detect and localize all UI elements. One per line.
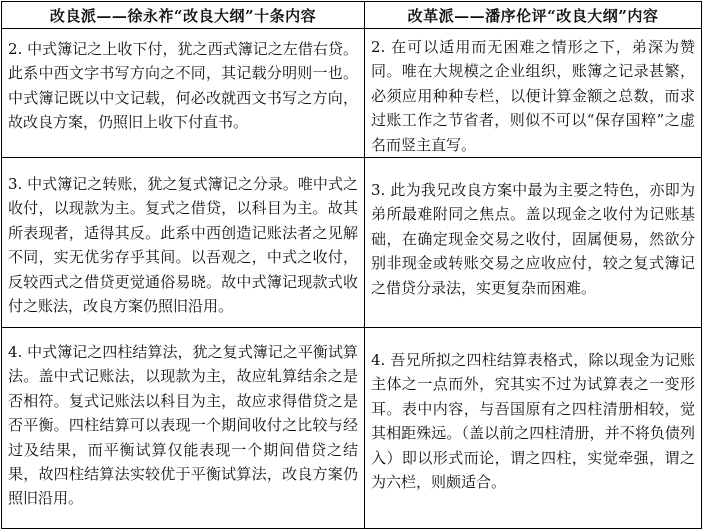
row-4-pan-text: 4. 吾兄所拟之四柱结算表格式，除以现金为记账主体之一点而外，究其实不过为试算表之一变形耳。表中内容，与吾国原有之四柱清册相较，觉其相距殊远。（盖以前之四柱清册，并不将负债列入）即以形式而论，谓之四柱，实觉牵强，谓之为六栏，则颇适合。 — [371, 351, 695, 492]
row-3-pan-text: 3. 此为我兄改良方案中最为主要之特色，亦即为弟所最难附同之焦点。盖以现金之收付为记账基础，在确定现金交易之收付，固属便易，然欲分别非现金或转账交易之应收应付，较之复式簿记之借贷分录法，实更复杂而困难。 — [371, 181, 695, 297]
row-4-xu-cell — [2, 328, 365, 529]
table-row — [2, 29, 702, 158]
row-2-pan-cell — [365, 29, 702, 158]
row-4-pan-cell — [365, 328, 702, 529]
table-row — [2, 158, 702, 328]
row-2-pan-text: 2. 在可以适用而无困难之情形之下，弟深为赞同。唯在大规模之企业组织，账簿之记录甚繁，必须应用种种专栏，以便计算金额之总数，而求过账工作之节省者，则似不可以“保存国粹”之虚名而竖主直写。 — [371, 38, 695, 154]
row-2-xu-cell — [2, 29, 365, 158]
header-reform-faction-xu: 改良派——徐永祚“改良大纲”十条内容 — [2, 2, 365, 29]
row-2-xu-text: 2. 中式簿记之上收下付，犹之西式簿记之左借右贷。此系中西文字书写方向之不同，其记载分明则一也。中式簿记既以中文记载，何必改就西文书写之方向，故改良方案，仍照旧上收下付直书。 — [8, 40, 358, 132]
row-3-xu-text: 3. 中式簿记之转账，犹之复式簿记之分录。唯中式之收付，以现款为主。复式之借贷，以科目为主。故其所表现者，适得其反。此系中西创造记账法者之见解不同，实无优劣存乎其间。以吾观之，中式之收付，反较西式之借贷更觉通俗易晓。故中式簿记现款式收付之账法，改良方案仍照旧沿用。 — [8, 175, 358, 316]
header-revolution-faction-pan: 改革派——潘序伦评“改良大纲”内容 — [365, 2, 702, 29]
header-row — [2, 2, 702, 29]
row-3-pan-cell — [365, 158, 702, 328]
row-3-xu-cell — [2, 158, 365, 328]
row-4-xu-text: 4. 中式簿记之四柱结算法，犹之复式簿记之平衡试算法。盖中式记账法，以现款为主，故应轧算结余之是否相符。复式记账法以科目为主，故应求得借贷之是否平衡。四柱结算可以表现一个期间收付之比较与经过及结果，而平衡试算仅能表现一个期间借贷之结果，故四柱结算法实较优于平衡试算法，改良方案仍照旧沿用。 — [8, 343, 358, 508]
comparison-table — [1, 1, 702, 529]
table-row — [2, 328, 702, 529]
